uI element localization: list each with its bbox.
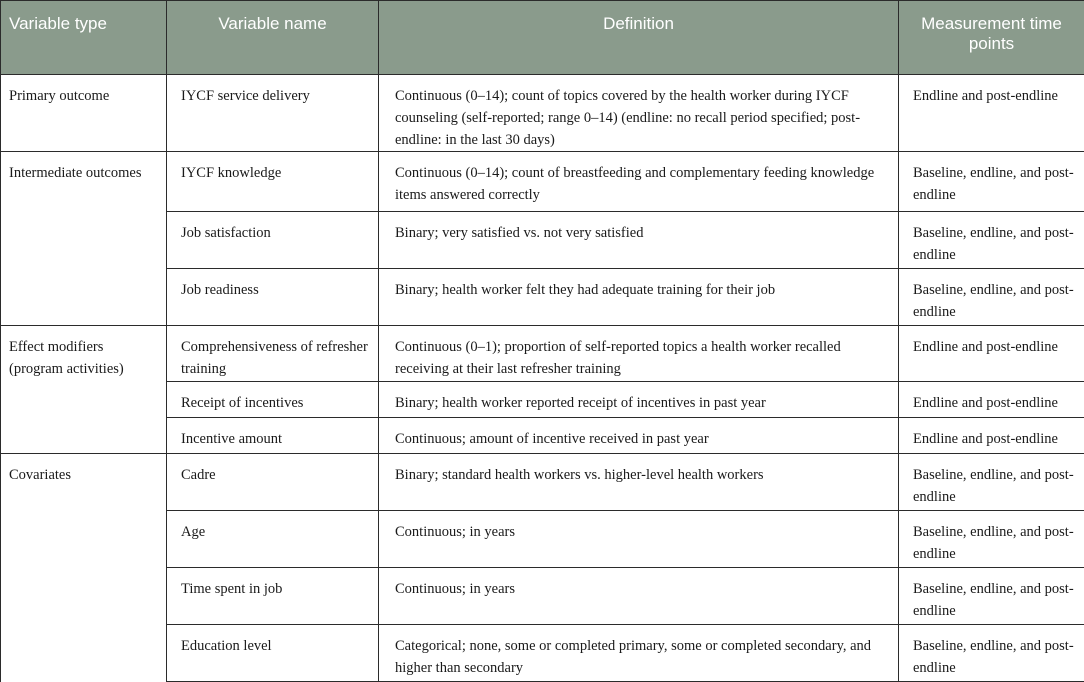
time-points-cell: Endline and post-endline xyxy=(899,382,1084,418)
table-row xyxy=(1,326,1084,382)
definition-cell: Binary; health worker reported receipt of incentives in past year xyxy=(379,382,899,418)
time-points-cell: Baseline, endline, and post-endline xyxy=(899,568,1084,625)
table-row xyxy=(1,152,1084,212)
time-points-cell: Baseline, endline, and post-endline xyxy=(899,269,1084,326)
variable-type-cell: Effect modifiers (program activities) xyxy=(1,326,167,454)
definition-cell: Continuous (0–1); proportion of self-reported topics a health worker recalled receiving at their last refresher training xyxy=(379,326,899,382)
header-variable-type: Variable type xyxy=(1,1,167,75)
variable-type-cell: Primary outcome xyxy=(1,75,167,152)
variable-name-cell: IYCF knowledge xyxy=(167,152,379,212)
definition-cell: Binary; standard health workers vs. higher-level health workers xyxy=(379,454,899,511)
definition-cell: Continuous; in years xyxy=(379,511,899,568)
definition-cell: Categorical; none, some or completed primary, some or completed secondary, and higher than secondary xyxy=(379,625,899,682)
definition-cell: Continuous (0–14); count of breastfeeding and complementary feeding knowledge items answered correctly xyxy=(379,152,899,212)
time-points-cell: Baseline, endline, and post-endline xyxy=(899,152,1084,212)
time-points-cell: Baseline, endline, and post-endline xyxy=(899,511,1084,568)
definition-cell: Binary; very satisfied vs. not very satisfied xyxy=(379,212,899,269)
definition-cell: Binary; health worker felt they had adequate training for their job xyxy=(379,269,899,326)
variable-name-cell: Cadre xyxy=(167,454,379,511)
variable-name-cell: IYCF service delivery xyxy=(167,75,379,152)
variable-type-cell: Covariates xyxy=(1,454,167,682)
header-variable-name: Variable name xyxy=(167,1,379,75)
header-row xyxy=(1,1,1084,75)
table-row xyxy=(1,75,1084,152)
variable-name-cell: Age xyxy=(167,511,379,568)
variable-name-cell: Job readiness xyxy=(167,269,379,326)
time-points-cell: Baseline, endline, and post-endline xyxy=(899,212,1084,269)
definition-cell: Continuous; amount of incentive received in past year xyxy=(379,418,899,454)
variable-name-cell: Incentive amount xyxy=(167,418,379,454)
time-points-cell: Baseline, endline, and post-endline xyxy=(899,625,1084,682)
time-points-cell: Endline and post-endline xyxy=(899,418,1084,454)
header-definition: Definition xyxy=(379,1,899,75)
header-measurement-time-points: Measurement time points xyxy=(899,1,1084,75)
definition-cell: Continuous; in years xyxy=(379,568,899,625)
variable-type-cell: Intermediate outcomes xyxy=(1,152,167,326)
time-points-cell: Endline and post-endline xyxy=(899,326,1084,382)
time-points-cell: Endline and post-endline xyxy=(899,75,1084,152)
table-row xyxy=(1,454,1084,511)
variable-name-cell: Time spent in job xyxy=(167,568,379,625)
definition-cell: Continuous (0–14); count of topics covered by the health worker during IYCF counseling (self-reported; range 0–14) (endline: no recall period specified; post-endline: in the last 30 days) xyxy=(379,75,899,152)
variable-name-cell: Education level xyxy=(167,625,379,682)
time-points-cell: Baseline, endline, and post-endline xyxy=(899,454,1084,511)
variable-name-cell: Receipt of incentives xyxy=(167,382,379,418)
variable-name-cell: Job satisfaction xyxy=(167,212,379,269)
variable-name-cell: Comprehensiveness of refresher training xyxy=(167,326,379,382)
